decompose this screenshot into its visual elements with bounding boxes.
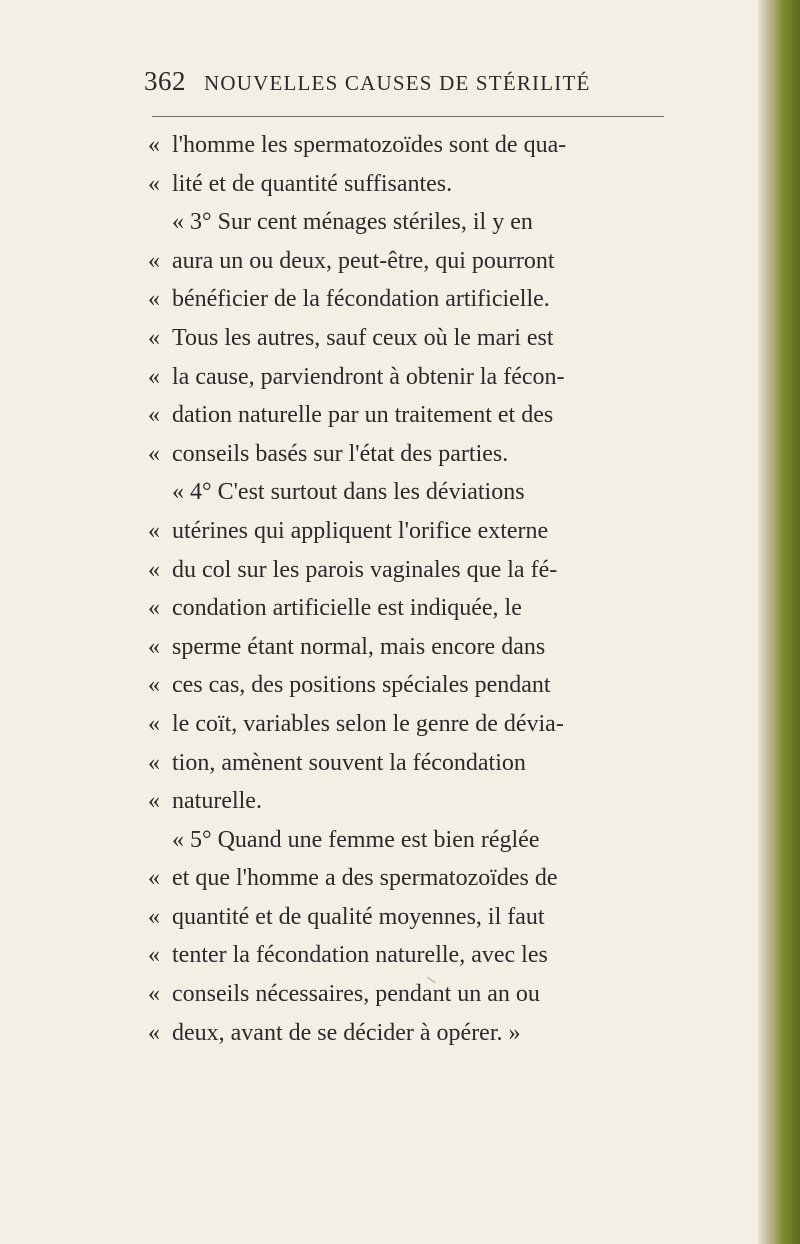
text-line: [148, 280, 728, 319]
quote-mark: «: [148, 132, 160, 158]
text-line: [148, 203, 728, 242]
line-text: « 3° Sur cent ménages stériles, il y en: [172, 209, 533, 236]
line-text: « 4° C'est surtout dans les déviations: [172, 479, 525, 506]
text-line: [148, 1014, 728, 1053]
line-text: condation artificielle est indiquée, le: [172, 595, 522, 622]
page-number: 362: [144, 66, 186, 96]
body-text: [148, 126, 728, 1052]
line-text: conseils nécessaires, pendant un an ou: [172, 981, 540, 1008]
quote-mark: «: [148, 633, 160, 660]
quote-mark: «: [148, 402, 160, 429]
line-text: et que l'homme a des spermatozoïdes de: [172, 865, 558, 892]
quote-mark: «: [148, 903, 160, 930]
quote-mark: «: [148, 710, 160, 737]
line-text: Tous les autres, sauf ceux où le mari est: [172, 324, 554, 351]
quote-mark: «: [148, 788, 160, 815]
header-rule: [152, 116, 664, 117]
quote-mark: «: [148, 440, 160, 467]
text-line: [148, 628, 728, 667]
line-text: bénéficier de la fécondation artificielle.: [172, 286, 550, 313]
line-text: « 5° Quand une femme est bien réglée: [172, 826, 540, 853]
quote-mark: «: [148, 1019, 160, 1046]
text-line: [148, 512, 728, 551]
text-line: [148, 859, 728, 898]
text-line: [148, 435, 728, 474]
text-line: [148, 358, 728, 397]
quote-mark: «: [148, 247, 160, 274]
line-text: deux, avant de se décider à opérer. »: [172, 1019, 521, 1046]
line-text: naturelle.: [172, 788, 262, 815]
quote-mark: «: [148, 672, 160, 699]
text-line: [148, 242, 728, 281]
line-text: le coït, variables selon le genre de dévia-: [172, 710, 564, 737]
text-line: [148, 936, 728, 975]
line-text: du col sur les parois vaginales que la fé-: [172, 556, 558, 583]
quote-mark: «: [148, 595, 160, 622]
text-line: [148, 898, 728, 937]
text-line: [148, 473, 728, 512]
line-text: quantité et de qualité moyennes, il faut: [172, 903, 545, 930]
line-text: sperme étant normal, mais encore dans: [172, 633, 546, 660]
line-text: tenter la fécondation naturelle, avec les: [172, 942, 548, 969]
text-line: [148, 975, 728, 1014]
text-line: [148, 705, 728, 744]
page-edge: [758, 0, 800, 1244]
quote-mark: «: [148, 942, 160, 969]
line-text: utérines qui appliquent l'orifice externe: [172, 517, 549, 544]
quote-mark: [148, 821, 172, 860]
text-line: [148, 165, 728, 204]
text-line: [148, 589, 728, 628]
line-text: conseils basés sur l'état des parties.: [172, 440, 509, 467]
quote-mark: «: [148, 981, 160, 1008]
line-text: l'homme les spermatozoïdes sont de qua-: [172, 132, 567, 158]
quote-mark: «: [148, 556, 160, 583]
quote-mark: [148, 473, 172, 512]
line-text: aura un ou deux, peut-être, qui pourront: [172, 247, 555, 274]
quote-mark: «: [148, 286, 160, 313]
quote-mark: «: [148, 324, 160, 351]
line-text: ces cas, des positions spéciales pendant: [172, 672, 551, 699]
page-header: [144, 66, 704, 106]
text-line: [148, 319, 728, 358]
text-line: [148, 744, 728, 783]
line-text: dation naturelle par un traitement et des: [172, 402, 554, 429]
text-line: [148, 396, 728, 435]
quote-mark: «: [148, 170, 160, 197]
running-title: NOUVELLES CAUSES DE STÉRILITÉ: [204, 71, 591, 95]
text-line: [148, 821, 728, 860]
text-line: [148, 782, 728, 821]
line-text: tion, amènent souvent la fécondation: [172, 749, 526, 776]
quote-mark: «: [148, 363, 160, 390]
text-line: [148, 551, 728, 590]
quote-mark: «: [148, 749, 160, 776]
text-line: [148, 126, 728, 165]
quote-mark: [148, 203, 172, 242]
quote-mark: «: [148, 517, 160, 544]
line-text: lité et de quantité suffisantes.: [172, 170, 453, 197]
line-text: la cause, parviendront à obtenir la fécon-: [172, 363, 565, 390]
text-line: [148, 666, 728, 705]
quote-mark: «: [148, 865, 160, 892]
